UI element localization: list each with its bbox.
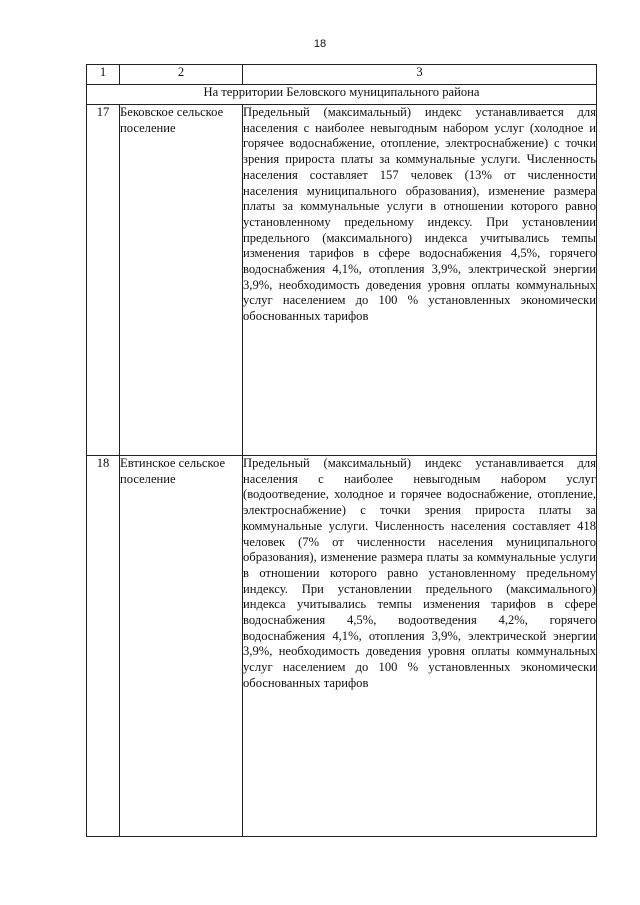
row-number: 18 [87, 456, 120, 837]
row-number: 17 [87, 105, 120, 456]
page-number: 18 [313, 38, 327, 50]
column-header-1: 1 [87, 65, 120, 85]
table-row [87, 105, 597, 456]
settlement-name: Бековское сельское поселение [120, 105, 243, 456]
table-header-row [87, 65, 597, 85]
region-title: На территории Беловского муниципального района [87, 85, 597, 105]
index-description: Предельный (максимальный) индекс устанавливается для населения с наиболее невыгодным набором услуг (водоотведение, холодное и горячее водоснабжение, отопление, электроснабжение) с точки зрения прироста платы за коммунальные услуги. Численность населения составляет 418 человек (7% от численности населения муниципального образования), изменение размера платы за коммунальные услуги в отношении которого равно установленному предельному индексу. При установлении предельного (максимального) индекса учитывались темпы изменения тарифов в сфере водоснабжения 4,5%, водоотведения 4,2%, горячего водоснабжения 4,1%, отопления 3,9%, электрической энергии 3,9%, необходимость доведения уровня оплаты коммунальных услуг населением до 100 % установленных экономически обоснованных тарифов [243, 456, 597, 837]
settlement-name: Евтинское сельское поселение [120, 456, 243, 837]
tariff-index-table [86, 64, 597, 837]
region-title-row [87, 85, 597, 105]
column-header-3: 3 [243, 65, 597, 85]
column-header-2: 2 [120, 65, 243, 85]
index-description: Предельный (максимальный) индекс устанавливается для населения с наиболее невыгодным набором услуг (холодное и горячее водоснабжение, отопление, электроснабжение) с точки зрения прироста платы за коммунальные услуги. Численность населения составляет 157 человек (13% от численности населения муниципального образования), изменение размера платы за коммунальные услуги в отношении которого равно установленному предельному индексу. При установлении предельного (максимального) индекса учитывались темпы изменения тарифов в сфере водоснабжения 4,5%, горячего водоснабжения 4,1%, отопления 3,9%, электрической энергии 3,9%, необходимость доведения уровня оплаты коммунальных услуг населением до 100 % установленных экономически обоснованных тарифов [243, 105, 597, 456]
table-row [87, 456, 597, 837]
